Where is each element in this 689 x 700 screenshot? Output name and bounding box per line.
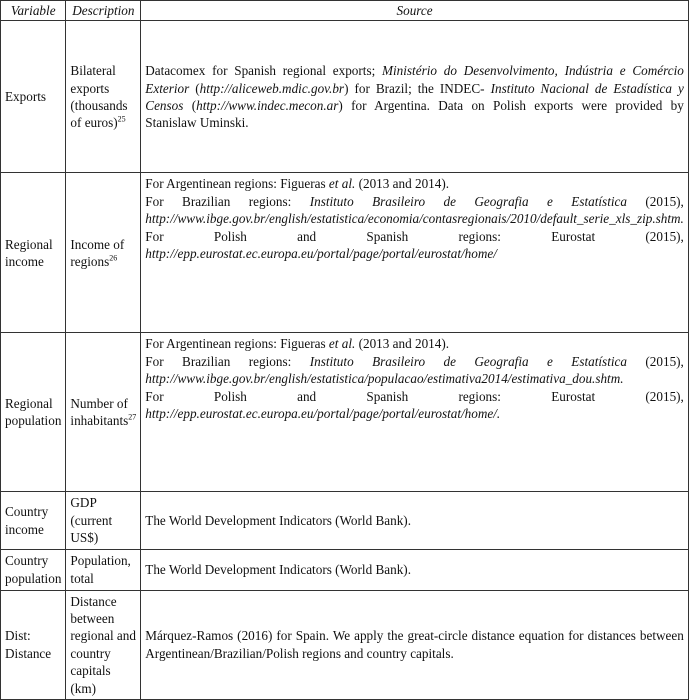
table-row-country-population [1,549,689,590]
source-cell [141,173,689,333]
variable-cell: Regional income [1,173,66,333]
source-paragraph [145,353,684,388]
description-cell: GDP (current US$) [66,492,141,549]
description-text: Income of regions [70,236,125,269]
variable-cell: Dist: Distance [1,590,66,699]
italic-text: http://www.ibge.gov.br/english/estatistica/economia/contasregionais/2010/default_serie_xls_zip.shtm. [145,211,684,227]
source-paragraph [145,388,684,423]
text: For Brazilian regions: [145,193,310,209]
italic-text: http://www.ibge.gov.br/english/estatistica/populacao/estimativa2014/estimativa_dou.shtm. [145,371,624,387]
header-variable: Variable [1,1,66,21]
description-cell [66,173,141,333]
text: For Polish and Spanish regions: Eurostat (2015), [145,388,684,404]
text: For Brazilian regions: [145,353,310,369]
source-paragraph [145,335,684,352]
text: For Polish and Spanish regions: Eurostat (2015), [145,228,684,244]
text: (2015), [626,193,684,209]
italic-text: http://epp.eurostat.ec.europa.eu/portal/page/portal/eurostat/home/. [145,406,501,422]
table-header-row [1,1,689,21]
table-row-regional-income [1,173,689,333]
variable-cell: Country population [1,549,66,590]
description-text: Number of inhabitants [70,396,129,429]
source-paragraph [145,193,684,228]
source-cell: The World Development Indicators (World Bank). [141,549,689,590]
footnote-marker: 27 [128,413,137,423]
source-cell: Márquez-Ramos (2016) for Spain. We apply the great-circle distance equation for distances between Argentinean/Brazilian/Polish regions and country capitals. [141,590,689,699]
source-paragraph [145,175,684,192]
italic-text: http://epp.eurostat.ec.europa.eu/portal/page/portal/eurostat/home/ [145,246,497,262]
text: ) for Argentina. Data on Polish exports were provided by Stanislaw Uminski. [145,97,684,131]
italic-text: et al. [328,176,356,192]
header-source: Source [141,1,689,21]
source-paragraph [145,228,684,263]
italic-text: Instituto Brasileiro de Geografia e Estatística [309,193,627,209]
variable-cell: Regional population [1,333,66,492]
table-row-regional-population [1,333,689,492]
source-cell [141,21,689,173]
source-cell: The World Development Indicators (World Bank). [141,492,689,549]
footnote-marker: 25 [117,114,126,124]
variable-cell: Country income [1,492,66,549]
description-cell: Population, total [66,549,141,590]
text: For Argentinean regions: Figueras [145,336,329,352]
variable-cell: Exports [1,21,66,173]
italic-text: Instituto Nacional de Estadística y Censos [145,80,684,113]
italic-text: Ministério do Desenvolvimento, Indústria e Comércio Exterior [145,63,684,96]
description-cell [66,333,141,492]
text: ( [189,80,200,96]
italic-text: http://aliceweb.mdic.gov.br [199,80,345,96]
table-row-distance [1,590,689,699]
table-row-exports [1,21,689,173]
italic-text: Instituto Brasileiro de Geografia e Estatística [309,353,627,369]
description-text: Bilateral exports (thousands of euros) [70,63,128,131]
text: For Argentinean regions: Figueras [145,176,329,192]
text: (2013 and 2014). [355,336,450,352]
description-cell [66,21,141,173]
text: (2013 and 2014). [355,176,450,192]
source-cell [141,333,689,492]
italic-text: et al. [328,336,356,352]
description-cell: Distance between regional and country capitals (km) [66,590,141,699]
text: Datacomex for Spanish regional exports; [145,63,383,79]
text: (2015), [626,353,684,369]
text: ( [183,97,197,113]
italic-text: http://www.indec.mecon.ar [196,97,339,113]
text: ) for Brazil; the INDEC- [344,80,491,96]
header-description: Description [66,1,141,21]
table-row-country-income [1,492,689,549]
footnote-marker: 26 [109,253,118,263]
